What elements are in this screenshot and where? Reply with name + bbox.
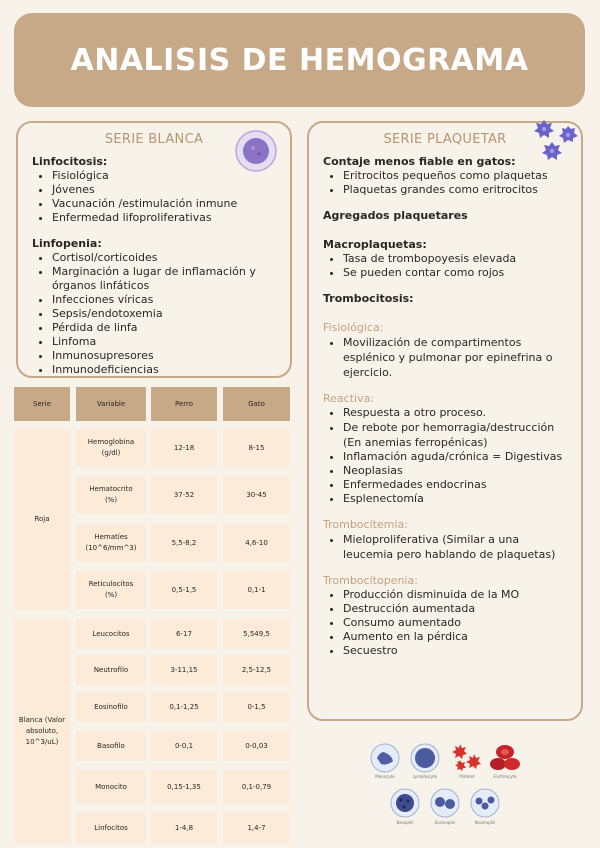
list-item: • Neoplasias bbox=[343, 464, 567, 478]
list-item: • Movilización de compartimentos esplénico y pulmonar por epinefrina o ejercicio. bbox=[343, 335, 567, 380]
linfopenia-list bbox=[32, 251, 276, 377]
list-item: • Enfermedad lifoproliferativas bbox=[52, 211, 276, 225]
serie-blanca-title: SERIE BLANCA bbox=[104, 132, 204, 147]
monocyte-icon bbox=[370, 743, 400, 773]
list-item: • Infecciones víricas bbox=[52, 293, 276, 307]
table-header-serie: Serie bbox=[14, 387, 70, 421]
table-header-perro: Perro bbox=[151, 387, 217, 421]
table-cell-variable: Leucocitos bbox=[76, 619, 146, 649]
list-item: • Eritrocitos pequeños como plaquetas bbox=[343, 169, 567, 183]
table-cell-perro: 0,15-1,35 bbox=[151, 770, 217, 804]
table-cell-variable: Basofilo bbox=[76, 731, 146, 761]
table-cell-gato: 8-15 bbox=[223, 429, 290, 467]
neutrophil-icon bbox=[470, 788, 500, 818]
trombocitemia-heading: Trombocitemia: bbox=[323, 518, 408, 531]
table-cell-gato: 30-45 bbox=[223, 476, 290, 514]
trombocitemia-list bbox=[323, 532, 567, 562]
table-cell-gato: 4,6-10 bbox=[223, 524, 290, 562]
page-title: ANALISIS DE HEMOGRAMA bbox=[70, 42, 529, 78]
table-cell-variable: Hematocrito (%) bbox=[76, 476, 146, 514]
list-item: • De rebote por hemorragia/destrucción (En anemias ferropénicas) bbox=[343, 420, 567, 450]
platelet-cluster-icon bbox=[530, 118, 582, 166]
table-header-variable: Variable bbox=[76, 387, 146, 421]
list-item: • Jóvenes bbox=[52, 183, 276, 197]
list-item: • Inmunosupresores bbox=[52, 349, 276, 363]
list-item: • Se pueden contar como rojos bbox=[343, 266, 567, 280]
serie-plaquetar-panel bbox=[307, 121, 583, 721]
list-item: • Mieloproliferativa (Similar a una leucemia pero hablando de plaquetas) bbox=[343, 532, 567, 562]
fisiologica-heading: Fisiológica: bbox=[323, 321, 384, 334]
cell-caption: Basophil bbox=[396, 820, 414, 825]
page-header bbox=[14, 13, 585, 107]
table-cell-variable: Eosinofilo bbox=[76, 692, 146, 722]
table-cell-gato: 0,1-1 bbox=[223, 571, 290, 609]
list-item: • Plaquetas grandes como eritrocitos bbox=[343, 183, 567, 197]
table-cell-gato: 0-0,03 bbox=[223, 731, 290, 761]
table-group-blanca: Blanca (Valor absoluto, 10^3/uL) bbox=[14, 619, 70, 844]
table-cell-variable: Hematíes (10^6/mm^3) bbox=[76, 524, 146, 562]
agregados-heading: Agregados plaquetares bbox=[323, 209, 468, 222]
table-cell-gato: 0-1,5 bbox=[223, 692, 290, 722]
table-cell-perro: 5,5-8,2 bbox=[151, 524, 217, 562]
reactiva-list bbox=[323, 406, 567, 506]
table-cell-gato: 0,1-0,79 bbox=[223, 770, 290, 804]
table-cell-gato: 2,5-12,5 bbox=[223, 655, 290, 685]
contaje-heading: Contaje menos fiable en gatos: bbox=[323, 155, 516, 168]
list-item: • Secuestro bbox=[343, 644, 567, 658]
list-item: • Vacunación /estimulación inmune bbox=[52, 197, 276, 211]
table-cell-gato: 5,549,5 bbox=[223, 619, 290, 649]
eosinophil-icon bbox=[430, 788, 460, 818]
cell-caption: Eosinophil bbox=[434, 820, 456, 825]
list-item: • Inmunodeficiencias bbox=[52, 363, 276, 377]
table-cell-perro: 12-18 bbox=[151, 429, 217, 467]
reactiva-heading: Reactiva: bbox=[323, 392, 375, 405]
table-cell-gato: 1,4-7 bbox=[223, 812, 290, 844]
list-item: • Linfoma bbox=[52, 335, 276, 349]
list-item: • Pérdida de linfa bbox=[52, 321, 276, 335]
list-item: • Fisiológica bbox=[52, 169, 276, 183]
table-cell-variable: Neutrofilo bbox=[76, 655, 146, 685]
list-item: • Consumo aumentado bbox=[343, 616, 567, 630]
list-item: • Sepsis/endotoxemia bbox=[52, 307, 276, 321]
basophil-icon bbox=[390, 788, 420, 818]
trombocitopenia-list bbox=[323, 588, 567, 658]
table-cell-variable: Hemoglobina (g/dl) bbox=[76, 429, 146, 467]
list-item: • Marginación a lugar de inflamación y órganos linfáticos bbox=[52, 265, 276, 293]
table-cell-perro: 1-4,8 bbox=[151, 812, 217, 844]
table-cell-variable: Linfocitos bbox=[76, 812, 146, 844]
table-cell-perro: 0-0,1 bbox=[151, 731, 217, 761]
table-cell-perro: 0,5-1,5 bbox=[151, 571, 217, 609]
list-item: • Producción disminuida de la MO bbox=[343, 588, 567, 602]
list-item: • Aumento en la pérdica bbox=[343, 630, 567, 644]
table-header-gato: Gato bbox=[223, 387, 290, 421]
list-item: • Cortisol/corticoides bbox=[52, 251, 276, 265]
table-cell-perro: 37-52 bbox=[151, 476, 217, 514]
erythrocyte-icon bbox=[488, 742, 522, 774]
linfocitosis-heading: Linfocitosis: bbox=[32, 155, 108, 168]
table-cell-variable: Reticulocitos (%) bbox=[76, 571, 146, 609]
platelet-icon bbox=[450, 742, 484, 774]
cell-caption: Platelet bbox=[459, 774, 475, 779]
table-group-roja: Roja bbox=[14, 429, 70, 610]
macroplaquetas-heading: Macroplaquetas: bbox=[323, 238, 427, 251]
table-cell-variable: Monocito bbox=[76, 770, 146, 804]
trombocitopenia-heading: Trombocitopenia: bbox=[323, 574, 418, 587]
cell-caption: Erythrocyte bbox=[493, 774, 517, 779]
cell-caption: Lymphocyte bbox=[412, 774, 438, 779]
list-item: • Destrucción aumentada bbox=[343, 602, 567, 616]
cell-caption: Monocyte bbox=[375, 774, 395, 779]
trombocitosis-heading: Trombocitosis: bbox=[323, 292, 414, 305]
lymphocyte-icon bbox=[410, 743, 440, 773]
list-item: • Esplenectomía bbox=[343, 492, 567, 506]
list-item: • Respuesta a otro proceso. bbox=[343, 406, 567, 420]
table-cell-perro: 0,1-1,25 bbox=[151, 692, 217, 722]
serie-blanca-panel bbox=[16, 121, 292, 378]
linfopenia-heading: Linfopenia: bbox=[32, 237, 102, 250]
macroplaquetas-list bbox=[323, 252, 567, 280]
list-item: • Inflamación aguda/crónica = Digestivas bbox=[343, 450, 567, 464]
linfocitosis-list bbox=[32, 169, 276, 225]
table-cell-perro: 3-11,15 bbox=[151, 655, 217, 685]
list-item: • Tasa de trombopoyesis elevada bbox=[343, 252, 567, 266]
list-item: • Enfermedades endocrinas bbox=[343, 478, 567, 492]
table-cell-perro: 6-17 bbox=[151, 619, 217, 649]
contaje-list bbox=[323, 169, 567, 197]
lymphocyte-cell-icon bbox=[234, 129, 278, 173]
cell-caption: Neutrophil bbox=[474, 820, 496, 825]
fisiologica-list bbox=[323, 335, 567, 380]
serie-plaquetar-title: SERIE PLAQUETAR bbox=[383, 132, 507, 147]
